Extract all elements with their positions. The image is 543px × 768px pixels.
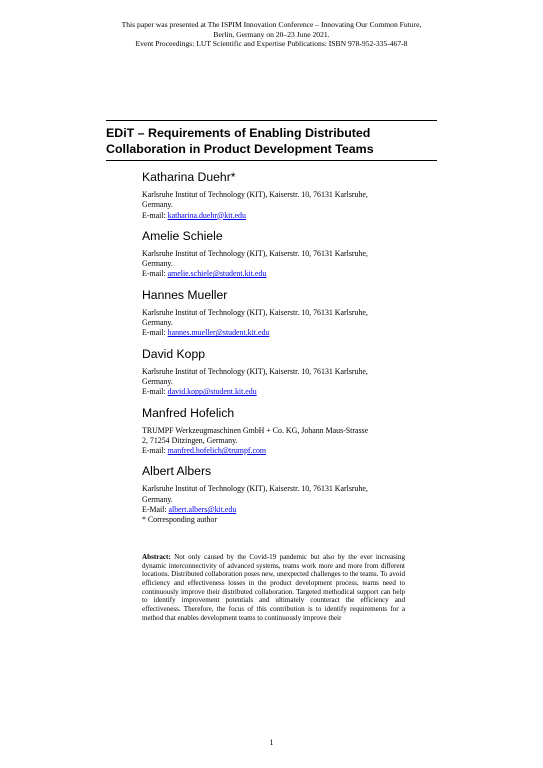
author-affiliation: TRUMPF Werkzeugmaschinen GmbH + Co. KG, Johann Maus-Strasse 2, 71254 Ditzingen, Germany.	[142, 425, 369, 445]
page-number: 1	[269, 738, 274, 747]
author-email-link[interactable]: manfred.hofelich@trumpf.com	[167, 446, 267, 456]
author-email-line: E-mail: david.kopp@student.kit.edu	[142, 387, 257, 397]
author-name: Amelie Schiele	[142, 228, 223, 243]
author-name: Katharina Duehr*	[142, 170, 236, 184]
author-affiliation: Karlsruhe Institut of Technology (KIT), Kaiserstr. 10, 76131 Karlsruhe, Germany.	[142, 248, 368, 269]
author-affiliation: Karlsruhe Institut of Technology (KIT), Kaiserstr. 10, 76131 Karlsruhe, Germany.	[142, 484, 368, 504]
author-block	[142, 229, 405, 280]
author-name: Albert Albers	[142, 464, 212, 479]
title-top-rule	[106, 120, 437, 121]
author-email-link[interactable]: hannes.mueller@student.kit.edu	[167, 328, 270, 338]
author-email-link[interactable]: amelie.schiele@student.kit.edu	[167, 269, 267, 279]
author-email-link[interactable]: david.kopp@student.kit.edu	[167, 387, 257, 397]
corresponding-author-note: * Corresponding author	[142, 515, 217, 525]
abstract-label: Abstract:	[142, 553, 171, 561]
author-block	[142, 347, 405, 398]
title-line-1: EDiT – Requirements of Enabling Distributed	[106, 126, 371, 140]
author-email-line: E-mail: katharina.duehr@kit.edu	[142, 210, 246, 220]
author-block	[142, 170, 405, 221]
author-email-line: E-mail: hannes.mueller@student.kit.edu	[142, 328, 270, 338]
author-name: Manfred Hofelich	[142, 405, 235, 420]
author-name: David Kopp	[142, 346, 206, 361]
header-line-2: Berlin, Germany on 20–23 June 2021.	[213, 29, 330, 39]
author-email-line: E-Mail: albert.albers@kit.edu	[142, 505, 237, 515]
author-affiliation: Karlsruhe Institut of Technology (KIT), Kaiserstr. 10, 76131 Karlsruhe, Germany.	[142, 190, 368, 210]
header-line-1: This paper was presented at The ISPIM Innovation Conference – Innovating Our Common Future,	[121, 20, 422, 29]
abstract-text: Not only caused by the Covid-19 pandemic but also by the ever increasing dynamic interconnectivity of advanced systems, teams work more and more from different locations. Distributed collaboration poses new, unexpected challenges to the teams. To avoid efficiency and effectiveness losses in the product development process, teams need to continuously improve their distributed collaboration. Targeted methodical support can help to identify improvement potentials and ultimately counteract the efficiency and effectiveness. Therefore, the focus of this contribution is to identify requirements for a method that enables development teams to continuously improve their	[142, 553, 406, 622]
author-list	[142, 170, 405, 534]
abstract	[142, 553, 405, 622]
author-email-link[interactable]: katharina.duehr@kit.edu	[167, 210, 246, 220]
author-block	[142, 288, 405, 339]
author-block	[142, 406, 405, 457]
author-email-line: E-mail: amelie.schiele@student.kit.edu	[142, 269, 267, 279]
author-email-line: E-mail: manfred.hofelich@trumpf.com	[142, 446, 267, 456]
title-bottom-rule	[106, 160, 437, 161]
author-email-link[interactable]: albert.albers@kit.edu	[168, 505, 237, 515]
header-line-3: Event Proceedings: LUT Scientific and Expertise Publications: ISBN 978-952-335-467-8	[135, 39, 408, 49]
author-affiliation: Karlsruhe Institut of Technology (KIT), Kaiserstr. 10, 76131 Karlsruhe, Germany.	[142, 307, 368, 328]
author-affiliation: Karlsruhe Institut of Technology (KIT), Kaiserstr. 10, 76131 Karlsruhe, Germany.	[142, 366, 368, 386]
paper-title	[106, 126, 437, 157]
title-line-2: Collaboration in Product Development Teams	[106, 141, 374, 156]
author-block	[142, 464, 405, 525]
conference-header	[0, 20, 543, 49]
author-name: Hannes Mueller	[142, 287, 228, 302]
